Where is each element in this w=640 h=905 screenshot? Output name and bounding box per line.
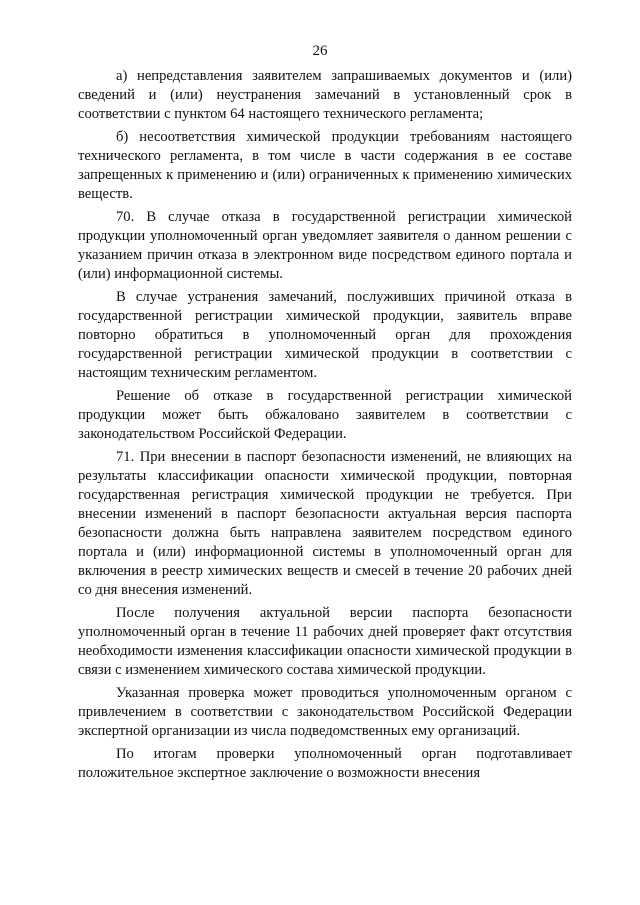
document-body bbox=[78, 67, 572, 787]
paragraph-clause-71: 71. При внесении в паспорт безопасности изменений, не влияющих на результаты классификации опасности химической продукции, повторная государственная регистрация химической продукции не требуется. При внесении изменений в паспорт безопасности актуальная версия паспорта безопасности должна быть направлена заявителем посредством единого портала и (или) информационной системы в уполномоченный орган для включения в реестр химических веществ и смесей в течение 20 рабочих дней со дня внесения изменений. bbox=[78, 449, 572, 598]
paragraph-item-a: а) непредставления заявителем запрашиваемых документов и (или) сведений и (или) неустранения замечаний в установленный срок в соответствии с пунктом 64 настоящего технического регламента; bbox=[78, 68, 572, 122]
paragraph-appeal: Решение об отказе в государственной регистрации химической продукции может быть обжаловано заявителем в соответствии с законодательством Российской Федерации. bbox=[78, 388, 572, 442]
page-number: 26 bbox=[312, 43, 328, 59]
paragraph-verification: После получения актуальной версии паспорта безопасности уполномоченный орган в течение 11 рабочих дней проверяет факт отсутствия необходимости изменения классификации опасности химической продукции в связи с изменением химического состава химической продукции. bbox=[78, 605, 572, 678]
paragraph-item-b: б) несоответствия химической продукции требованиям настоящего технического регламента, в том числе в части содержания в ее составе запрещенных к применению и (или) ограниченных к применению химических веществ. bbox=[78, 129, 572, 202]
paragraph-expert-organization: Указанная проверка может проводиться уполномоченным органом с привлечением в соответствии с законодательством Российской Федерации экспертной организации из числа подведомственных ему организаций. bbox=[78, 685, 572, 739]
paragraph-conclusion: По итогам проверки уполномоченный орган подготавливает положительное экспертное заключение о возможности внесения bbox=[78, 746, 572, 781]
paragraph-clause-70: 70. В случае отказа в государственной регистрации химической продукции уполномоченный орган уведомляет заявителя о данном решении с указанием причин отказа в электронном виде посредством единого портала и (или) информационной системы. bbox=[78, 209, 572, 282]
paragraph-resubmission: В случае устранения замечаний, послуживших причиной отказа в государственной регистрации химической продукции, заявитель вправе повторно обратиться в уполномоченный орган для прохождения государственной регистрации химической продукции в соответствии с настоящим техническим регламентом. bbox=[78, 289, 572, 381]
